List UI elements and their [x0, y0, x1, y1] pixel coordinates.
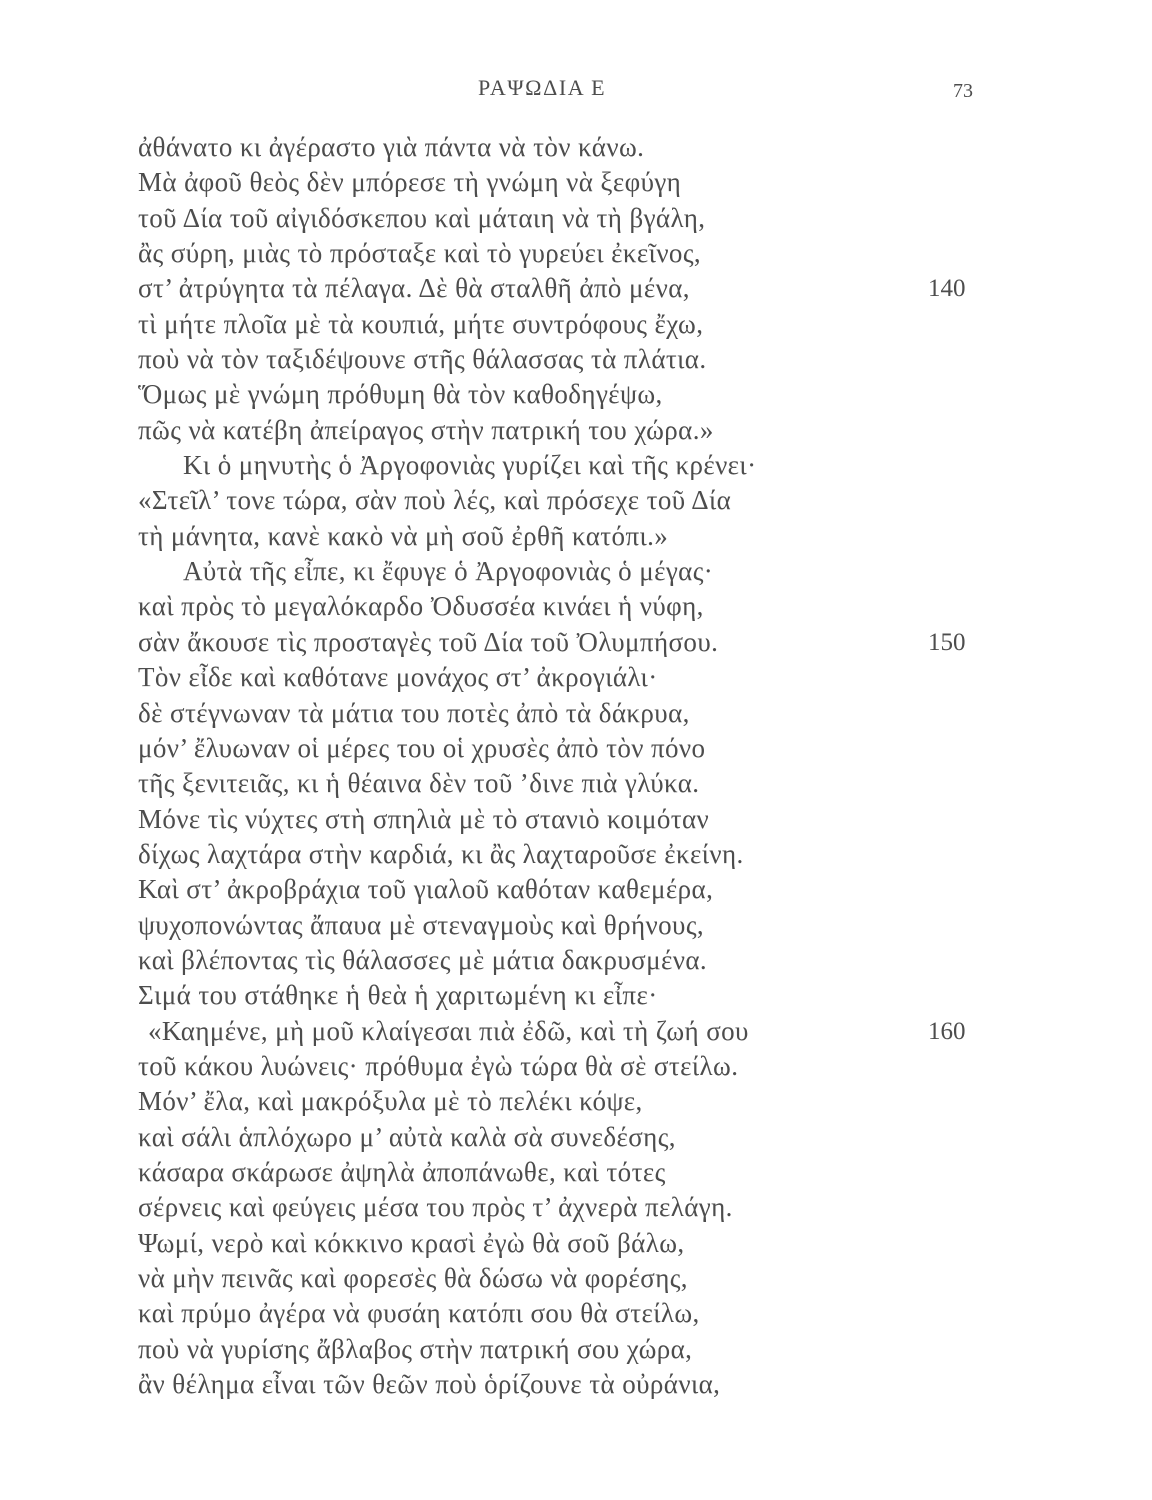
verse-line: τῆς ξενιτειᾶς, κι ἡ θέαινα δὲν τοῦ ’δινε πιὰ γλύκα. [138, 768, 700, 799]
verse-line: τὶ μήτε πλοῖα μὲ τὰ κουπιά, μήτε συντρόφους ἔχω, [138, 308, 704, 339]
verse-line: Ψωμί, νερὸ καὶ κόκκινο κρασὶ ἐγὼ θὰ σοῦ βάλω, [138, 1227, 685, 1258]
running-head: ΡΑΨΩΔΙΑ Ε [478, 75, 607, 100]
verse-line: τοῦ κάκου λυώνεις· πρόθυμα ἐγὼ τώρα θὰ σὲ στείλω. [138, 1050, 739, 1081]
verse-line: σέρνεις καὶ φεύγεις μέσα του πρὸς τ’ ἀχνερὰ πελάγη. [138, 1192, 733, 1223]
verse-line: «Καημένε, μὴ μοῦ κλαίγεσαι πιὰ ἐδῶ, καὶ τὴ ζωή σου [148, 1015, 749, 1046]
verse-line: Μὰ ἀφοῦ θεὸς δὲν μπόρεσε τὴ γνώμη νὰ ξεφύγη [138, 167, 682, 198]
verse-line: τὴ μάνητα, κανὲ κακὸ νὰ μὴ σοῦ ἐρθῆ κατόπι.» [138, 520, 669, 551]
verse-line: ἂς σύρη, μιὰς τὸ πρόσταξε καὶ τὸ γυρεύει ἐκεῖνος, [138, 238, 702, 269]
line-number: 160 [928, 1018, 966, 1045]
verse-line: καὶ πρύμο ἀγέρα νὰ φυσάη κατόπι σου θὰ στείλω, [138, 1298, 700, 1329]
verse-line: Τὸν εἶδε καὶ καθότανε μονάχος στ’ ἀκρογιάλι· [138, 662, 658, 693]
verse-line: τοῦ Δία τοῦ αἰγιδόσκεπου καὶ μάταιη νὰ τὴ βγάλη, [138, 202, 706, 233]
verse-line: ἀθάνατο κι ἀγέραστο γιὰ πάντα νὰ τὸν κάνω. [138, 132, 645, 162]
verse-line: δίχως λαχτάρα στὴν καρδιά, κι ἂς λαχταροῦσε ἐκείνη. [138, 838, 744, 869]
verse-line: Καὶ στ’ ἀκροβράχια τοῦ γιαλοῦ καθόταν καθεμέρα, [138, 874, 714, 905]
verse-line: ἂν θέλημα εἶναι τῶν θεῶν ποὺ ὁρίζουνε τὰ οὐράνια, [138, 1369, 721, 1400]
verse-line: Αὐτὰ τῆς εἶπε, κι ἔφυγε ὁ Ἀργοφονιὰς ὁ μέγας· [183, 556, 714, 587]
line-number: 140 [928, 275, 966, 302]
verse-line: νὰ μὴν πεινᾶς καὶ φορεσὲς θὰ δώσω νὰ φορέσης, [138, 1263, 688, 1293]
verse-line: Μόνε τὶς νύχτες στὴ σπηλιὰ μὲ τὸ στανιὸ κοιμόταν [138, 803, 710, 834]
verse-line: κάσαρα σκάρωσε ἀψηλὰ ἀποπάνωθε, καὶ τότες [138, 1156, 666, 1187]
verse-line: «Στεῖλ’ τονε τώρα, σὰν ποὺ λές, καὶ πρόσεχε τοῦ Δία [138, 485, 732, 516]
verse-line: πῶς νὰ κατέβη ἀπείραγος στὴν πατρική του χώρα.» [138, 414, 714, 445]
verse-line: Ὅμως μὲ γνώμη πρόθυμη θὰ τὸν καθοδηγέψω, [138, 379, 663, 410]
verse-line: καὶ βλέποντας τὶς θάλασσες μὲ μάτια δακρυσμένα. [138, 944, 708, 975]
verse-line: μόν’ ἔλυωναν οἱ μέρες του οἱ χρυσὲς ἀπὸ τὸν πόνο [138, 732, 706, 763]
line-number: 150 [928, 629, 966, 656]
verse-line: ποὺ νὰ γυρίσης ἄβλαβος στὴν πατρική σου χώρα, [138, 1333, 693, 1364]
verse-line: ποὺ νὰ τὸν ταξιδέψουνε στῆς θάλασσας τὰ πλάτια. [138, 344, 707, 375]
page-number: 73 [953, 80, 973, 102]
verse-line: Κι ὁ μηνυτὴς ὁ Ἀργοφονιὰς γυρίζει καὶ τῆς κρένει· [183, 450, 757, 481]
verse-line: καὶ σάλι ἁπλόχωρο μ’ αὐτὰ καλὰ σὰ συνεδέσης, [138, 1121, 676, 1152]
verse-line: Σιμά του στάθηκε ἡ θεὰ ἡ χαριτωμένη κι εἶπε· [138, 980, 658, 1011]
verse-line: Μόν’ ἔλα, καὶ μακρόξυλα μὲ τὸ πελέκι κόψε, [138, 1086, 643, 1117]
verse-line: καὶ πρὸς τὸ μεγαλόκαρδο Ὀδυσσέα κινάει ἡ νύφη, [138, 591, 704, 622]
verse-block [138, 130, 898, 1402]
verse-line: ψυχοπονώντας ἄπαυα μὲ στεναγμοὺς καὶ θρήνους, [138, 909, 705, 940]
verse-line: δὲ στέγνωναν τὰ μάτια του ποτὲς ἀπὸ τὰ δάκρυα, [138, 697, 690, 728]
verse-line: στ’ ἀτρύγητα τὰ πέλαγα. Δὲ θὰ σταλθῆ ἀπὸ μένα, [138, 273, 690, 304]
verse-line: σὰν ἄκουσε τὶς προσταγὲς τοῦ Δία τοῦ Ὀλυμπήσου. [138, 626, 719, 657]
